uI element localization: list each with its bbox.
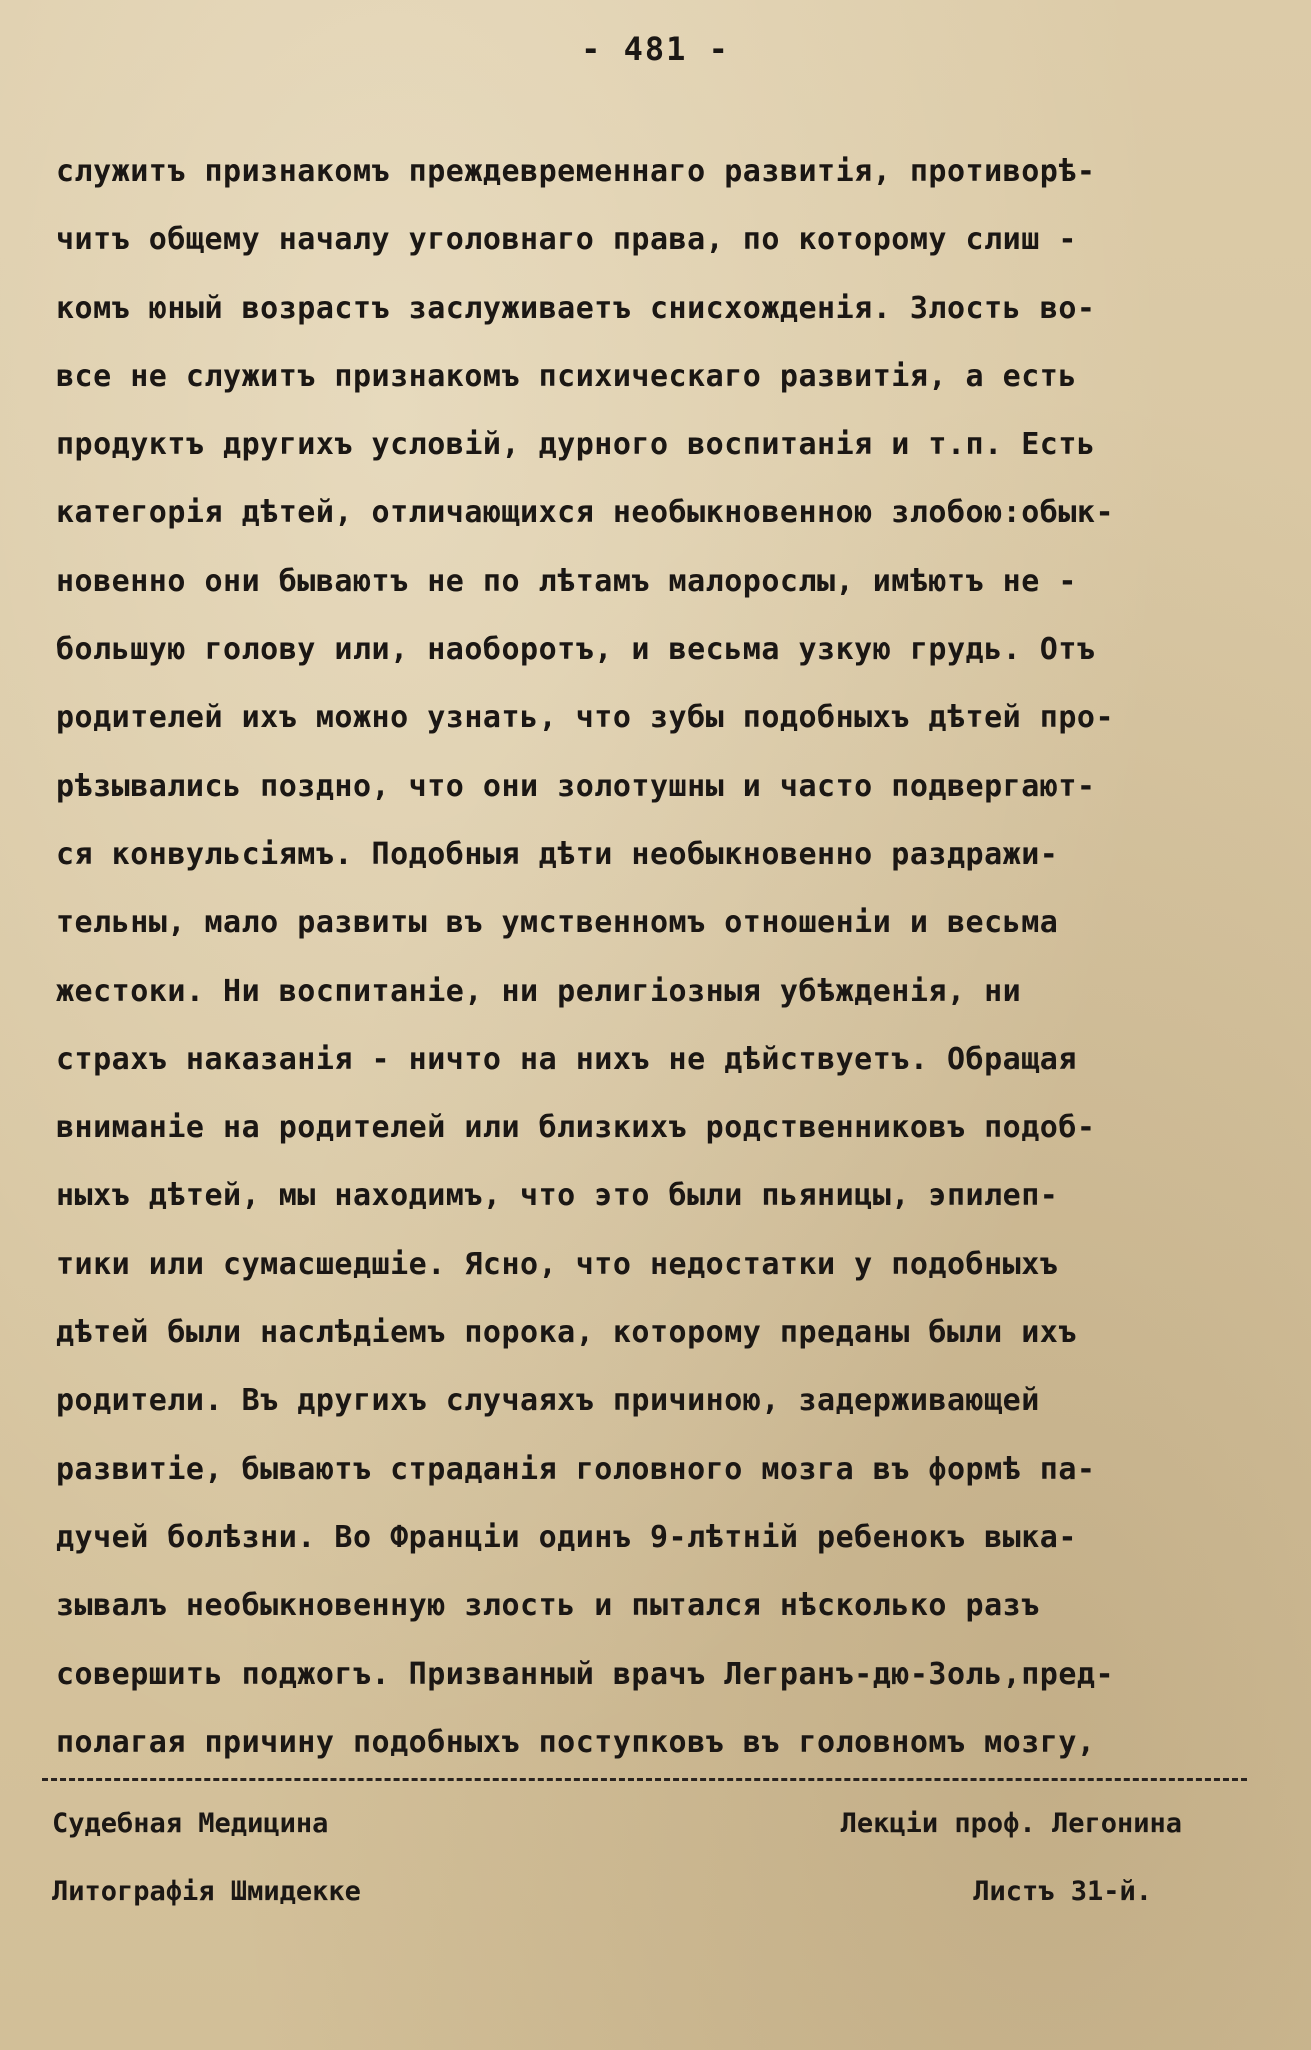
text-line: совершить поджогъ. Призванный врачъ Легранъ-дю-Золь,пред- <box>56 1656 1115 1692</box>
text-line: читъ общему началу уголовнаго права, по которому слиш - <box>56 222 1077 258</box>
footer-row-bottom <box>52 1876 1182 1916</box>
text-line: категорія дѣтей, отличающихся необыкновенною злобою:обык- <box>56 495 1115 531</box>
text-line: новенно они бываютъ не по лѣтамъ малорослы, имѣютъ не - <box>56 563 1077 599</box>
footer-lecturer: Лекціи проф. Легонина <box>840 1808 1182 1839</box>
text-line: продуктъ другихъ условій, дурного воспитанія и т.п. Есть <box>56 427 1096 463</box>
text-line: тельны, мало развиты въ умственномъ отношеніи и весьма <box>56 905 1059 941</box>
text-line: родителей ихъ можно узнать, что зубы подобныхъ дѣтей про- <box>56 700 1115 736</box>
text-line: родители. Въ другихъ случаяхъ причиною, задерживающей <box>56 1383 1040 1419</box>
text-line: большую голову или, наоборотъ, и весьма узкую грудь. Отъ <box>56 632 1096 668</box>
text-line: все не служитъ признакомъ психическаго развитія, а есть <box>56 358 1077 394</box>
text-line: комъ юный возрастъ заслуживаетъ снисхожденія. Злость во- <box>56 290 1096 326</box>
text-line: рѣзывались поздно, что они золотушны и часто подвергают- <box>56 768 1096 804</box>
text-line: вниманіе на родителей или близкихъ родственниковъ подоб- <box>56 1110 1096 1146</box>
text-line: жестоки. Ни воспитаніе, ни религіозныя убѣжденія, ни <box>56 973 1022 1009</box>
text-line: дѣтей были наслѣдіемъ порока, которому преданы были ихъ <box>56 1315 1077 1351</box>
footer-row-top <box>52 1808 1182 1848</box>
text-line: развитіе, бываютъ страданія головного мозга въ формѣ па- <box>56 1451 1096 1487</box>
text-line: страхъ наказанія - ничто на нихъ не дѣйствуетъ. Обращая <box>56 1041 1077 1077</box>
text-line: ныхъ дѣтей, мы находимъ, что это были пьяницы, эпилеп- <box>56 1178 1059 1214</box>
footer-course-title: Судебная Медицина <box>52 1808 329 1839</box>
text-line: служитъ признакомъ преждевременнаго развитія, противорѣ- <box>56 154 1096 189</box>
body-text <box>56 138 1256 1777</box>
text-line: тики или сумасшедшіе. Ясно, что недостатки у подобныхъ <box>56 1246 1059 1282</box>
footer-printer: Литографія Шмидекке <box>52 1876 361 1907</box>
footer-divider <box>42 1778 1247 1781</box>
text-line: полагая причину подобныхъ поступковъ въ головномъ мозгу, <box>56 1724 1096 1760</box>
text-line: дучей болѣзни. Во Франціи одинъ 9-лѣтній ребенокъ выка- <box>56 1519 1077 1555</box>
footer-sheet-number: Листъ 31-й. <box>973 1876 1152 1907</box>
page-number: - 481 - <box>581 30 730 68</box>
text-line: ся конвульсіямъ. Подобныя дѣти необыкновенно раздражи- <box>56 836 1059 872</box>
text-line: зывалъ необыкновенную злость и пытался нѣсколько разъ <box>56 1588 1040 1624</box>
